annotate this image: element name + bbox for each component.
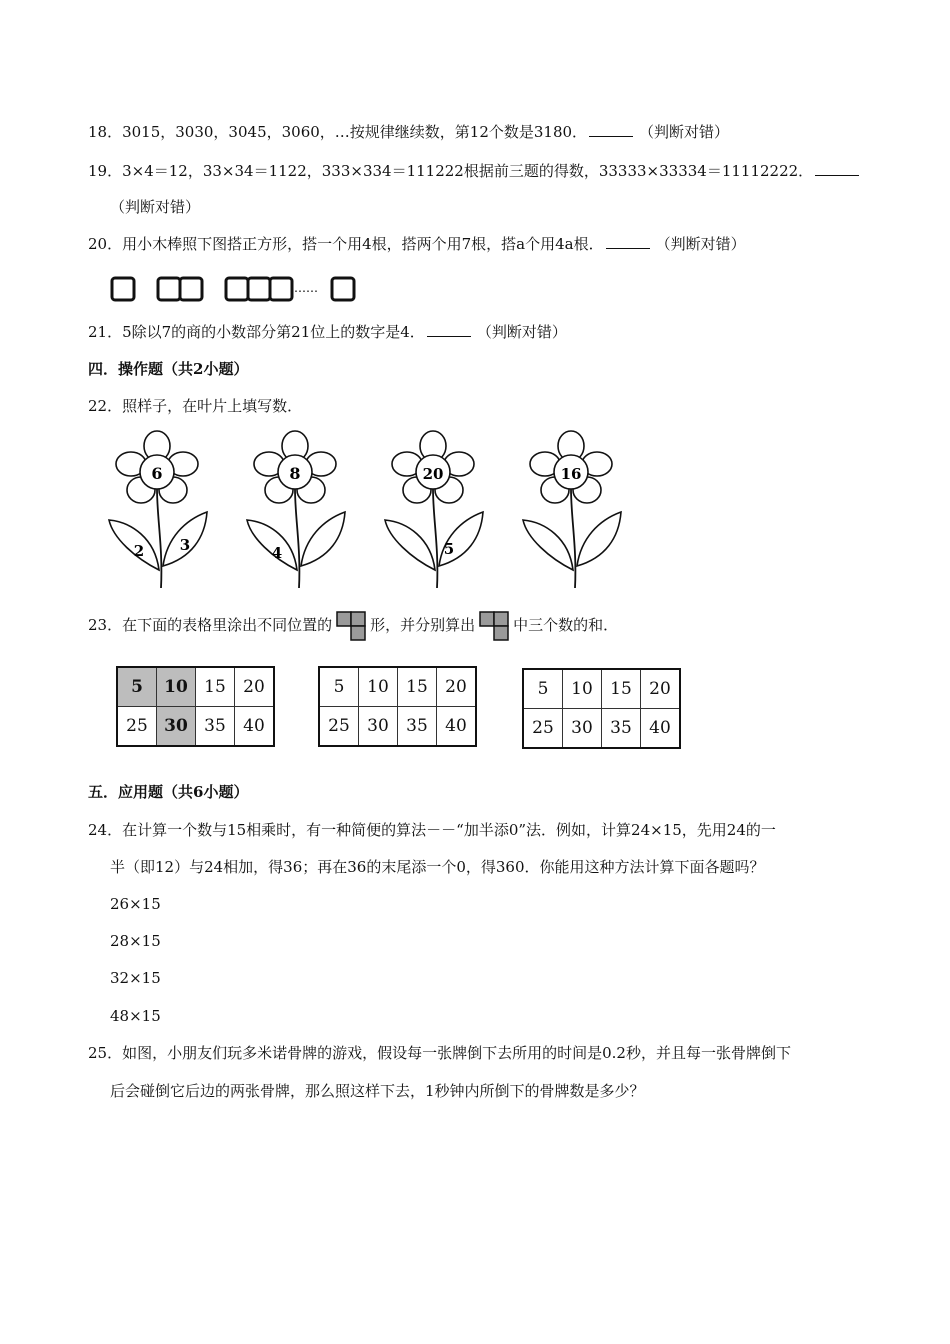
l-shape-icon (336, 611, 366, 641)
question-24-line-2: 半（即12）与24相加，得36；再在36的末尾添一个0，得360．你能用这种方法计算下面各题吗？ (110, 858, 765, 876)
square-3c (270, 278, 292, 300)
grid1-cell[interactable]: 15 (196, 667, 235, 707)
grid2-cell[interactable]: 25 (319, 707, 359, 747)
answer-blank-18[interactable] (589, 122, 633, 137)
square-n (332, 278, 354, 300)
question-25-line-1: 25．如图，小朋友们玩多米诺骨牌的游戏，假设每一张牌倒下去所用的时间是0.2秒，并且每一张骨牌倒下 (88, 1044, 791, 1062)
grid2-cell[interactable]: 30 (359, 707, 398, 747)
judge-note-18: （判断对错） (639, 123, 730, 141)
flowers-figure (105, 428, 625, 593)
grid2-cell[interactable]: 20 (437, 667, 477, 707)
flower-1-center: 6 (151, 464, 163, 483)
question-21-text: 21．5除以7的商的小数部分第21位上的数字是4． (88, 323, 425, 341)
square-2b (180, 278, 202, 300)
grid2-cell[interactable]: 15 (398, 667, 437, 707)
square-1 (112, 278, 134, 300)
grid3-cell[interactable]: 15 (602, 669, 641, 709)
grid2-cell[interactable]: 40 (437, 707, 477, 747)
flower-2-left-leaf[interactable]: 4 (271, 544, 283, 562)
grid3-cell[interactable]: 30 (563, 709, 602, 749)
question-22-text: 22．照样子，在叶片上填写数． (88, 397, 303, 415)
question-24-item: 28×15 (110, 932, 161, 950)
question-23 (88, 610, 618, 641)
flower-3-right-leaf[interactable]: 5 (443, 540, 455, 558)
number-grid-1 (116, 666, 275, 747)
question-18-text: 18．3015，3030，3045，3060，…按规律继续数，第12个数是3180． (88, 123, 588, 141)
grid1-cell[interactable]: 25 (117, 707, 157, 747)
question-24-item: 26×15 (110, 895, 161, 913)
ellipsis-dots: …… (294, 281, 318, 295)
grid1-cell[interactable]: 35 (196, 707, 235, 747)
flower-1 (109, 431, 207, 588)
question-23-text-c: 中三个数的和． (513, 616, 619, 634)
grid1-cell[interactable]: 5 (117, 667, 157, 707)
flower-2-center: 8 (289, 464, 301, 483)
grid3-cell[interactable]: 5 (523, 669, 563, 709)
question-23-text-b: 形，并分别算出 (370, 616, 476, 634)
question-20 (88, 234, 746, 254)
grid3-cell[interactable]: 10 (563, 669, 602, 709)
judge-note-21: （判断对错） (476, 323, 567, 341)
grid3-cell[interactable]: 35 (602, 709, 641, 749)
grid1-cell[interactable]: 10 (157, 667, 196, 707)
grid2-cell[interactable]: 10 (359, 667, 398, 707)
judge-note-19: （判断对错） (110, 198, 201, 216)
matchstick-squares-figure (108, 272, 358, 304)
l-shape-icon-2 (479, 611, 509, 641)
answer-blank-19[interactable] (815, 161, 859, 176)
question-19-text: 19．3×4＝12，33×34＝1122，333×334＝111222根据前三题的得数，33333×33334＝11112222． (88, 162, 814, 180)
section-5-title: 五．应用题（共6小题） (88, 783, 249, 801)
question-23-text-a: 23．在下面的表格里涂出不同位置的 (88, 616, 333, 634)
flower-1-left-leaf: 2 (133, 542, 145, 560)
flower-2 (247, 431, 345, 588)
grid2-cell[interactable]: 5 (319, 667, 359, 707)
question-24-item: 48×15 (110, 1007, 161, 1025)
flower-4 (523, 431, 621, 588)
question-24-item: 32×15 (110, 969, 161, 987)
square-3a (226, 278, 248, 300)
question-20-text: 20．用小木棒照下图搭正方形，搭一个用4根，搭两个用7根，搭a个用4a根． (88, 235, 604, 253)
square-2a (158, 278, 180, 300)
answer-blank-20[interactable] (606, 234, 650, 249)
flower-3 (385, 431, 483, 588)
number-grid-2 (318, 666, 477, 747)
grid3-cell[interactable]: 40 (641, 709, 681, 749)
answer-blank-21[interactable] (427, 322, 471, 337)
grid1-cell[interactable]: 30 (157, 707, 196, 747)
square-3b (248, 278, 270, 300)
flower-4-center: 16 (560, 465, 582, 483)
judge-note-20: （判断对错） (655, 235, 746, 253)
question-21 (88, 322, 567, 342)
question-19 (88, 161, 861, 181)
question-18 (88, 122, 729, 142)
flower-1-right-leaf: 3 (179, 536, 191, 554)
grid2-cell[interactable]: 35 (398, 707, 437, 747)
grid3-cell[interactable]: 20 (641, 669, 681, 709)
question-25-line-2: 后会碰倒它后边的两张骨牌，那么照这样下去，1秒钟内所倒下的骨牌数是多少？ (110, 1082, 645, 1100)
section-4-title: 四．操作题（共2小题） (88, 360, 249, 378)
flower-3-center: 20 (422, 465, 444, 483)
grid3-cell[interactable]: 25 (523, 709, 563, 749)
number-grid-3 (522, 668, 681, 749)
grid1-cell[interactable]: 40 (235, 707, 275, 747)
question-24-line-1: 24．在计算一个数与15相乘时，有一种简便的算法－－“加半添0”法．例如，计算24×15，先用24的一 (88, 821, 776, 839)
grid1-cell[interactable]: 20 (235, 667, 275, 707)
